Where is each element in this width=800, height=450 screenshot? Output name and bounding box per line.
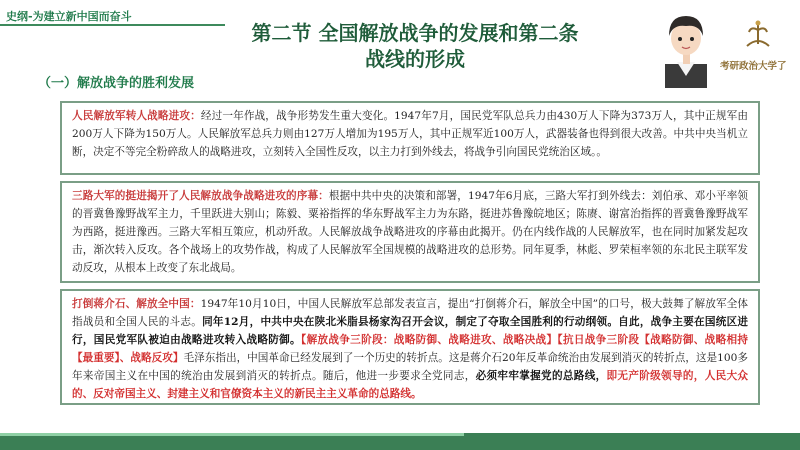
progress-bar (0, 433, 464, 436)
brand-name: 考研政治大学了 (720, 61, 787, 72)
avatar (657, 4, 715, 88)
content-card-1 (60, 101, 760, 175)
title-line-2: 战线的形成 (365, 47, 465, 71)
header-rule (0, 24, 225, 26)
card-2-paragraph (72, 187, 748, 277)
content-card-3 (60, 289, 760, 405)
card-3-text-2: 毛泽东指出，中国革命已经发展到了一个历史的转折点。这是蒋介石20年反革命统治由发展到消灭的转折点，这是100多年来帝国主义在中国的统治由发展到消灭的转折点。随后，他进一步要求全党同志， (72, 352, 748, 382)
card-3-paragraph (72, 295, 748, 403)
card-3-lead: 打倒蒋介石、解放全中国： (72, 298, 201, 310)
section-heading: （一）解放战争的胜利发展 (38, 76, 195, 91)
card-1-paragraph (72, 107, 748, 161)
card-3-red-1: 【解放战争三阶段：战略防御、战略进攻、战略决战】【抗日战争三阶段【战略防御、战略相持【最重要】、战略反攻】 (72, 334, 748, 364)
content-card-2 (60, 181, 760, 283)
card-3-text-1: 1947年10月10日，中国人民解放军总部发表宣言，提出“打倒蒋介石，解放全中国”的口号，极大鼓舞了解放军全体指战员和全国人民的斗志。 (72, 298, 749, 328)
brand-block (645, 4, 795, 94)
card-1-lead: 人民解放军转人战略进攻： (72, 110, 201, 122)
card-3-bold-1: 同年12月，中共中央在陕北米脂县杨家沟召开会议，制定了夺取全国胜利的行动纲领。自此，战争主要在国统区进行，国民党军队被迫由战略进攻转入战略防御。 (72, 316, 748, 346)
card-1-text: 经过一年作战，战争形势发生重大变化。1947年7月，国民党军队总兵力由430万人下降为373万人，其中正规军由200万人下降为150万人。人民解放军总兵力则由127万人增加为195万人，其中正规军近100万人，武器装备也得到很大改善。中共中央当机立断，决定不等完全粉碎敌人的战略进攻，立刻转入全国性反攻，以主力打到外线去，将战争引向国民党统治区域。。 (72, 110, 748, 158)
card-2-lead: 三路大军的挺进揭开了人民解放战争战略进攻的序幕： (72, 190, 329, 202)
breadcrumb: 史纲-为建立新中国而奋斗 (6, 10, 132, 23)
logo-icon (741, 18, 775, 52)
card-3-red-2: 即无产阶级领导的，人民大众的、反对帝国主义、封建主义和官僚资本主义的新民主主义革命的总路线。 (72, 370, 749, 400)
title-line-1: 第二节 全国解放战争的发展和第二条 (251, 21, 579, 45)
card-2-text: 根据中共中央的决策和部署，1947年6月底，三路大军打到外线去：刘伯承、邓小平率领的晋冀鲁豫野战军主力，千里跃进大别山；陈毅、粟裕指挥的华东野战军主力为东路，挺进苏鲁豫皖地区；陈赓、谢富治指挥的晋冀鲁豫野战军为西路，挺进豫西。三路大军相互策应，机动歼敌。人民解放战争战略进攻的序幕由此揭开。仍在内线作战的人民解放军，也在同时加紧发起攻击，渐次转入反攻。各个战场上的攻势作战，构成了人民解放军全国规模的战略进攻的总形势。同年夏季，林彪、罗荣桓率领的东北民主联军发动反攻，从根本上改变了东北战局。 (72, 190, 748, 274)
page-title (205, 20, 625, 72)
card-3-bold-2: 必须牢牢掌握党的总路线， (475, 370, 607, 382)
